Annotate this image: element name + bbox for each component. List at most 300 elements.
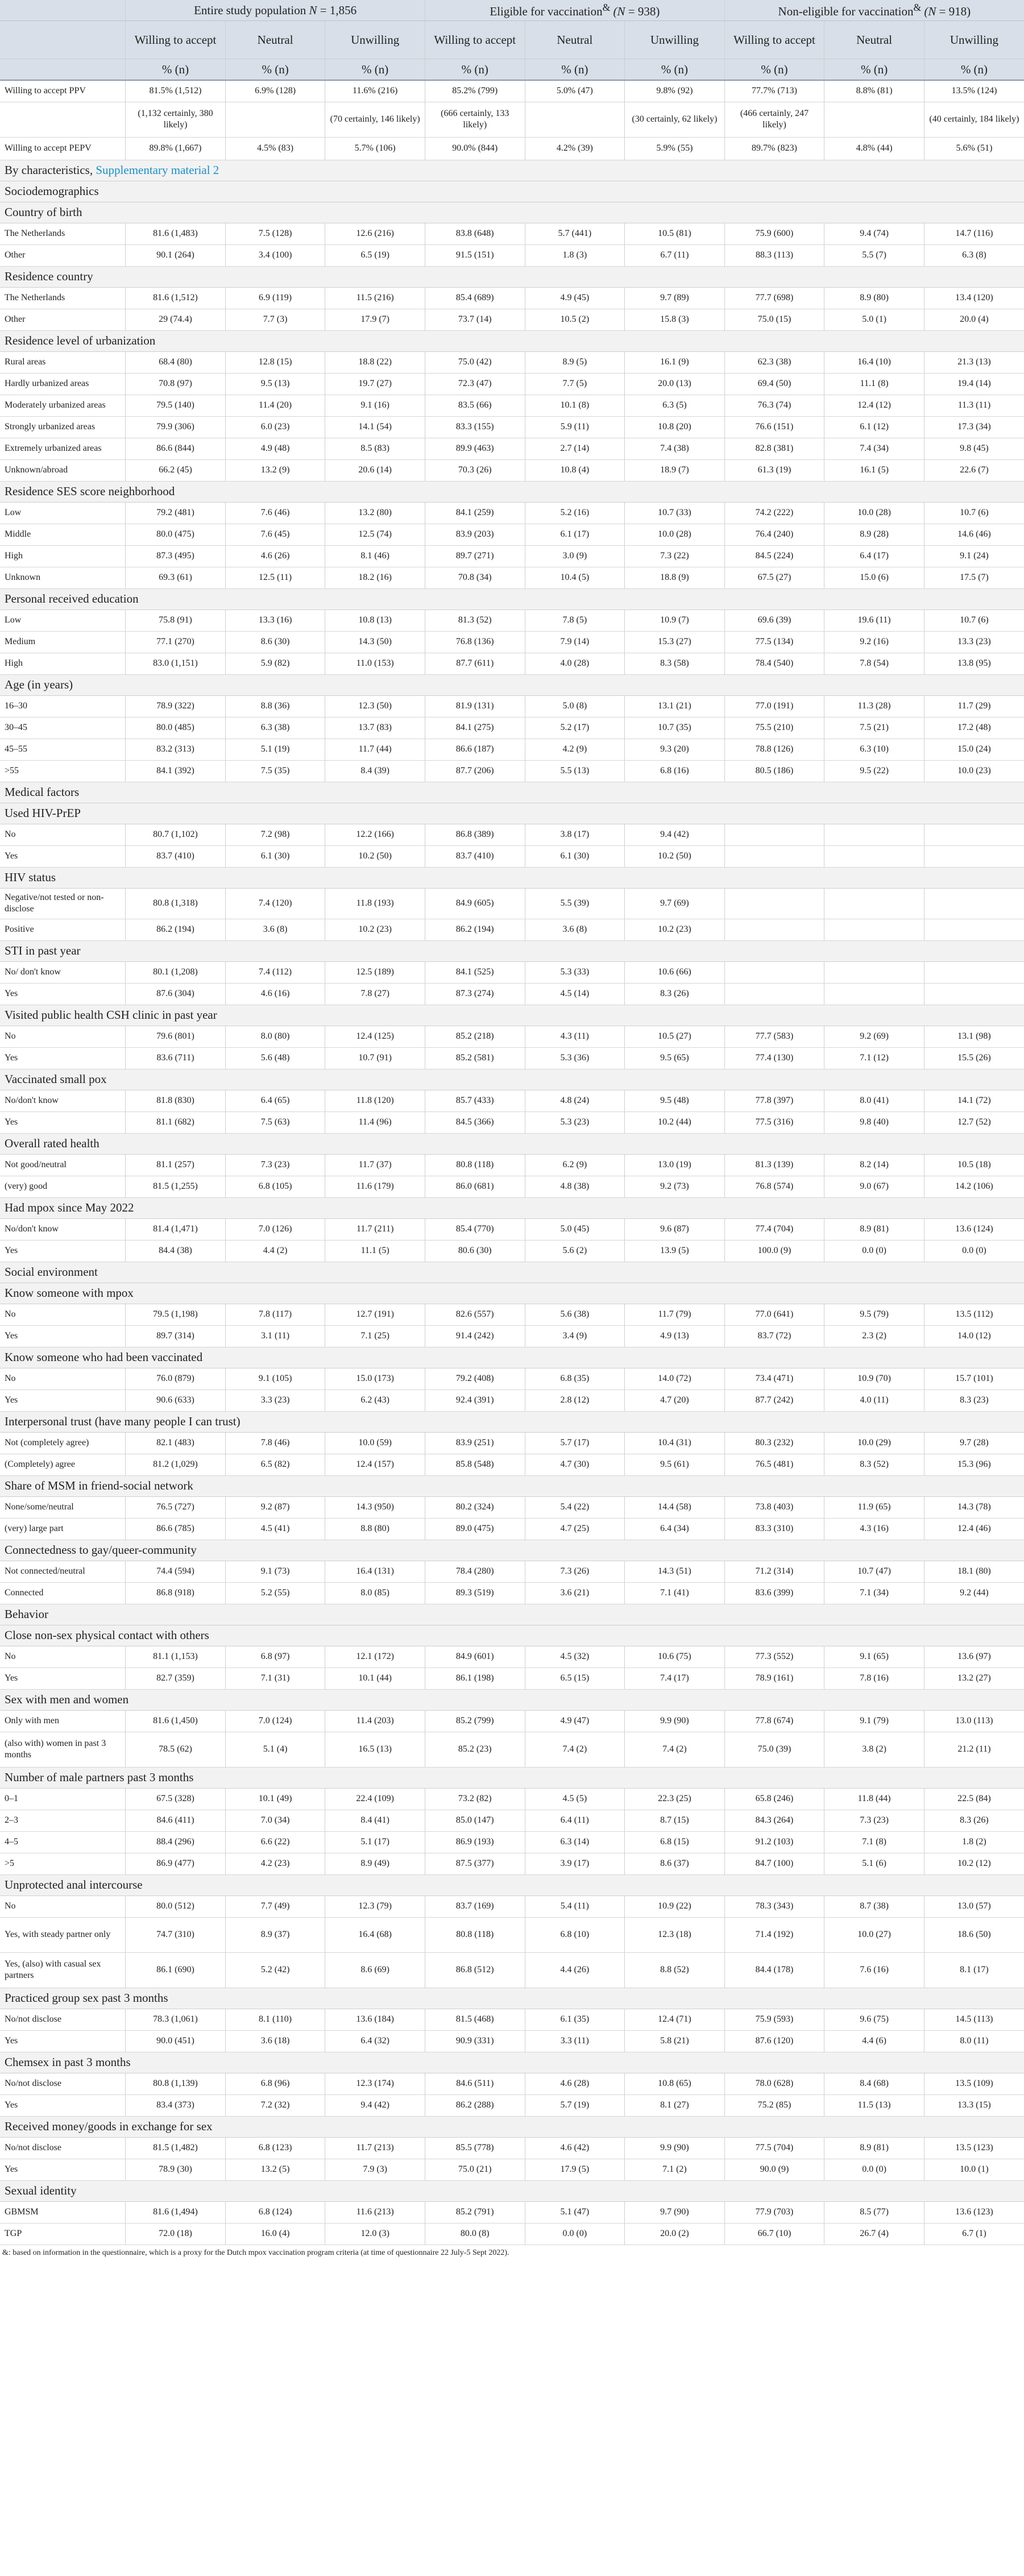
table-cell: 86.6 (187) <box>425 739 525 760</box>
table-cell: 92.4 (391) <box>425 1389 525 1411</box>
table-cell: 80.8 (1,139) <box>126 2073 226 2094</box>
row-label: Extremely urbanized areas <box>0 438 126 459</box>
table-row <box>0 1788 1024 1810</box>
table-cell: 61.3 (19) <box>724 459 824 481</box>
table-cell: 80.0 (475) <box>126 524 226 545</box>
section-label: Number of male partners past 3 months <box>0 1767 1024 1788</box>
table-cell: 84.5 (366) <box>425 1111 525 1133</box>
column-header: Unwilling <box>924 21 1024 59</box>
table-cell: 7.3 (26) <box>525 1561 625 1582</box>
table-cell: 10.1 (49) <box>225 1788 325 1810</box>
table-row <box>0 1561 1024 1582</box>
table-cell: 12.4 (46) <box>924 1518 1024 1540</box>
section-label: Residence SES score neighborhood <box>0 481 1024 502</box>
table-cell: 7.4 (112) <box>225 961 325 983</box>
table-cell: 4.5 (32) <box>525 1646 625 1667</box>
table-cell: 7.4 (120) <box>225 888 325 919</box>
section-label: Visited public health CSH clinic in past year <box>0 1005 1024 1026</box>
column-header: Willing to accept <box>425 21 525 59</box>
table-cell: 83.4 (373) <box>126 2094 226 2116</box>
table-row <box>0 609 1024 631</box>
table-cell: 84.6 (511) <box>425 2073 525 2094</box>
table-cell: 18.8 (22) <box>325 351 425 373</box>
table-cell: 4.6 (26) <box>225 545 325 567</box>
table-cell: 9.9 (90) <box>625 1710 725 1732</box>
row-label: No <box>0 824 126 845</box>
subheader-row <box>0 21 1024 59</box>
table-cell: 9.1 (24) <box>924 545 1024 567</box>
table-row <box>0 244 1024 266</box>
column-header: Neutral <box>525 21 625 59</box>
table-cell: 17.9 (7) <box>325 309 425 330</box>
table-cell: 86.2 (288) <box>425 2094 525 2116</box>
table-cell: 22.6 (7) <box>924 459 1024 481</box>
unit-label: % (n) <box>325 59 425 81</box>
table-cell: 4.8 (24) <box>525 1090 625 1111</box>
table-cell: 78.5 (62) <box>126 1732 226 1767</box>
table-cell: 20.0 (13) <box>625 373 725 395</box>
table-cell: 10.7 (33) <box>625 502 725 524</box>
table-cell: 15.3 (27) <box>625 631 725 653</box>
table-cell: 7.3 (23) <box>824 1810 924 1831</box>
table-cell: 12.3 (50) <box>325 695 425 717</box>
table-row <box>0 223 1024 244</box>
table-row <box>0 2030 1024 2052</box>
table-cell: 7.3 (22) <box>625 545 725 567</box>
section-row <box>0 1197 1024 1218</box>
table-cell: 91.4 (242) <box>425 1325 525 1347</box>
table-cell: 7.5 (63) <box>225 1111 325 1133</box>
section-row <box>0 782 1024 803</box>
table-row <box>0 919 1024 940</box>
table-cell: 6.8 (124) <box>225 2201 325 2223</box>
table-cell: 16.0 (4) <box>225 2223 325 2245</box>
table-cell: 14.6 (46) <box>924 524 1024 545</box>
table-cell: 14.2 (106) <box>924 1176 1024 1197</box>
table-cell: 13.5 (123) <box>924 2137 1024 2159</box>
row-label: (very) large part <box>0 1518 126 1540</box>
table-cell: 6.8 (123) <box>225 2137 325 2159</box>
table-cell: 9.2 (16) <box>824 631 924 653</box>
row-label: No <box>0 1304 126 1325</box>
table-cell: 7.6 (45) <box>225 524 325 545</box>
table-cell: 6.1 (35) <box>525 2009 625 2030</box>
table-cell: 5.2 (55) <box>225 1582 325 1604</box>
table-cell: 5.8 (21) <box>625 2030 725 2052</box>
table-cell: 7.9 (3) <box>325 2159 425 2180</box>
table-cell: 10.0 (28) <box>625 524 725 545</box>
section-row <box>0 1625 1024 1646</box>
table-cell <box>824 102 924 137</box>
row-label: Yes <box>0 1047 126 1069</box>
table-cell: 65.8 (246) <box>724 1788 824 1810</box>
table-cell: 76.5 (481) <box>724 1454 824 1475</box>
table-cell: 16.1 (5) <box>824 459 924 481</box>
section-row <box>0 867 1024 888</box>
table-cell: 6.4 (34) <box>625 1518 725 1540</box>
table-cell: 82.8 (381) <box>724 438 824 459</box>
table-row <box>0 545 1024 567</box>
table-cell: 5.2 (17) <box>525 717 625 739</box>
table-cell: 22.5 (84) <box>924 1788 1024 1810</box>
table-cell: 81.8 (830) <box>126 1090 226 1111</box>
table-cell: 6.8 (10) <box>525 1917 625 1952</box>
table-cell: 81.5 (1,482) <box>126 2137 226 2159</box>
table-cell: 14.0 (12) <box>924 1325 1024 1347</box>
table-cell: 13.6 (124) <box>924 1218 1024 1240</box>
table-cell: 10.2 (23) <box>625 919 725 940</box>
unit-row <box>0 59 1024 81</box>
row-label: No <box>0 1895 126 1917</box>
row-label: (very) good <box>0 1176 126 1197</box>
table-cell: 88.4 (296) <box>126 1831 226 1853</box>
table-cell: 9.6 (87) <box>625 1218 725 1240</box>
section-row <box>0 1874 1024 1895</box>
table-cell: 8.5 (77) <box>824 2201 924 2223</box>
table-cell: 6.0 (23) <box>225 416 325 438</box>
table-cell: 81.2 (1,029) <box>126 1454 226 1475</box>
table-cell: 90.1 (264) <box>126 244 226 266</box>
table-cell: 5.3 (36) <box>525 1047 625 1069</box>
table-row <box>0 1026 1024 1047</box>
table-cell: 8.2 (14) <box>824 1154 924 1176</box>
table-row <box>0 1496 1024 1518</box>
section-row <box>0 1767 1024 1788</box>
section-label: Close non-sex physical contact with others <box>0 1625 1024 1646</box>
table-cell: 84.1 (525) <box>425 961 525 983</box>
table-row <box>0 717 1024 739</box>
table-cell: 4.9 (47) <box>525 1710 625 1732</box>
table-cell: 84.1 (275) <box>425 717 525 739</box>
table-cell: 16.4 (131) <box>325 1561 425 1582</box>
table-cell: 10.7 (91) <box>325 1047 425 1069</box>
table-cell: 66.7 (10) <box>724 2223 824 2245</box>
table-cell: 76.3 (74) <box>724 395 824 416</box>
section-label: Country of birth <box>0 202 1024 223</box>
table-cell <box>525 102 625 137</box>
table-cell: 13.3 (16) <box>225 609 325 631</box>
table-cell: 82.6 (557) <box>425 1304 525 1325</box>
table-cell: 77.7% (713) <box>724 80 824 102</box>
row-label: 16–30 <box>0 695 126 717</box>
table-cell: 81.6 (1,494) <box>126 2201 226 2223</box>
section-label: Social environment <box>0 1262 1024 1283</box>
table-row <box>0 502 1024 524</box>
table-cell: 13.5 (112) <box>924 1304 1024 1325</box>
table-cell: 7.7 (49) <box>225 1895 325 1917</box>
table-cell: 90.0 (451) <box>126 2030 226 2052</box>
table-cell: 87.7 (242) <box>724 1389 824 1411</box>
section-label: Practiced group sex past 3 months <box>0 1988 1024 2009</box>
table-cell: 10.7 (35) <box>625 717 725 739</box>
table-cell: 86.1 (690) <box>126 1952 226 1988</box>
table-cell: 87.7 (206) <box>425 760 525 782</box>
section-row <box>0 1540 1024 1561</box>
table-cell: 7.4 (2) <box>525 1732 625 1767</box>
table-cell: 7.5 (35) <box>225 760 325 782</box>
table-cell: 85.2 (23) <box>425 1732 525 1767</box>
table-cell: 6.5 (82) <box>225 1454 325 1475</box>
table-cell: 5.3 (33) <box>525 961 625 983</box>
table-cell <box>724 919 824 940</box>
table-cell: 7.8 (27) <box>325 983 425 1005</box>
table-cell: 91.2 (103) <box>724 1831 824 1853</box>
row-label: (also with) women in past 3 months <box>0 1732 126 1767</box>
table-cell <box>924 845 1024 867</box>
table-cell: 11.8 (120) <box>325 1090 425 1111</box>
table-cell: 20.0 (2) <box>625 2223 725 2245</box>
table-cell: 7.7 (3) <box>225 309 325 330</box>
row-label: TGP <box>0 2223 126 2245</box>
table-cell: 7.2 (98) <box>225 824 325 845</box>
row-label: Yes <box>0 1240 126 1262</box>
unit-label: % (n) <box>924 59 1024 81</box>
table-cell: 84.7 (100) <box>724 1853 824 1874</box>
row-label: Willing to accept PPV <box>0 80 126 102</box>
table-cell: (70 certainly, 146 likely) <box>325 102 425 137</box>
table-cell: 17.9 (5) <box>525 2159 625 2180</box>
table-cell: 80.8 (118) <box>425 1917 525 1952</box>
table-cell: 0.0 (0) <box>824 2159 924 2180</box>
table-cell: 6.5 (19) <box>325 244 425 266</box>
table-cell <box>824 961 924 983</box>
table-cell: 14.3 (950) <box>325 1496 425 1518</box>
table-cell: 10.6 (66) <box>625 961 725 983</box>
row-label: Willing to accept PEPV <box>0 137 126 160</box>
table-cell: 75.8 (91) <box>126 609 226 631</box>
table-cell: 12.3 (18) <box>625 1917 725 1952</box>
table-cell: 20.0 (4) <box>924 309 1024 330</box>
table-cell: 9.7 (90) <box>625 2201 725 2223</box>
table-cell: 90.6 (633) <box>126 1389 226 1411</box>
table-cell: 13.0 (57) <box>924 1895 1024 1917</box>
table-row <box>0 416 1024 438</box>
table-cell: 10.8 (20) <box>625 416 725 438</box>
row-label: 0–1 <box>0 1788 126 1810</box>
table-cell: 79.2 (408) <box>425 1368 525 1389</box>
table-cell: 6.3 (38) <box>225 717 325 739</box>
table-cell: 81.3 (52) <box>425 609 525 631</box>
table-cell: 80.7 (1,102) <box>126 824 226 845</box>
table-cell: 85.2 (791) <box>425 2201 525 2223</box>
table-cell: 8.1 (17) <box>924 1952 1024 1988</box>
table-cell: 83.6 (711) <box>126 1047 226 1069</box>
table-cell: 80.5 (186) <box>724 760 824 782</box>
table-cell: 6.9 (119) <box>225 287 325 309</box>
table-cell: 9.4 (42) <box>325 2094 425 2116</box>
section-label: Interpersonal trust (have many people I can trust) <box>0 1411 1024 1432</box>
table-cell: 70.3 (26) <box>425 459 525 481</box>
table-cell: 81.5 (468) <box>425 2009 525 2030</box>
table-cell: 80.6 (30) <box>425 1240 525 1262</box>
table-cell: 5.0% (47) <box>525 80 625 102</box>
table-cell: 80.0 (485) <box>126 717 226 739</box>
group-header-entire: Entire study population N = 1,856 <box>126 0 425 21</box>
row-label: High <box>0 653 126 674</box>
table-cell: 82.7 (359) <box>126 1667 226 1689</box>
table-cell: 9.0 (67) <box>824 1176 924 1197</box>
row-label: Not (completely agree) <box>0 1432 126 1454</box>
table-cell: 4.6 (42) <box>525 2137 625 2159</box>
row-label: The Netherlands <box>0 287 126 309</box>
table-cell: 4.8% (44) <box>824 137 924 160</box>
table-cell: 9.7 (89) <box>625 287 725 309</box>
table-cell: 80.8 (1,318) <box>126 888 226 919</box>
table-cell: 10.6 (75) <box>625 1646 725 1667</box>
table-cell: 13.3 (23) <box>924 631 1024 653</box>
table-cell: 8.8 (52) <box>625 1952 725 1988</box>
table-row <box>0 1810 1024 1831</box>
table-cell: 67.5 (328) <box>126 1788 226 1810</box>
supplementary-material-link[interactable]: Supplementary material 2 <box>96 163 219 177</box>
table-cell: 7.0 (126) <box>225 1218 325 1240</box>
section-label: Know someone who had been vaccinated <box>0 1347 1024 1368</box>
table-cell: 5.7 (17) <box>525 1432 625 1454</box>
unit-label: % (n) <box>824 59 924 81</box>
table-cell: 4.2% (39) <box>525 137 625 160</box>
table-cell: 86.2 (194) <box>126 919 226 940</box>
table-row <box>0 824 1024 845</box>
section-label: Sociodemographics <box>0 181 1024 202</box>
section-row <box>0 1133 1024 1154</box>
row-label: Unknown/abroad <box>0 459 126 481</box>
table-cell: 10.7 (6) <box>924 502 1024 524</box>
table-cell: 6.1 (30) <box>225 845 325 867</box>
row-label: Yes <box>0 2094 126 2116</box>
table-cell <box>724 845 824 867</box>
table-cell: 77.3 (552) <box>724 1646 824 1667</box>
table-cell: 10.4 (5) <box>525 567 625 588</box>
table-cell: 13.2 (5) <box>225 2159 325 2180</box>
table-cell: 19.6 (11) <box>824 609 924 631</box>
table-cell: 7.9 (14) <box>525 631 625 653</box>
unit-label: % (n) <box>724 59 824 81</box>
table-cell: 9.1 (105) <box>225 1368 325 1389</box>
table-row <box>0 631 1024 653</box>
table-cell: 85.0 (147) <box>425 1810 525 1831</box>
table-cell: 1.8 (2) <box>924 1831 1024 1853</box>
table-cell: 81.5 (1,255) <box>126 1176 226 1197</box>
table-cell: 9.5 (13) <box>225 373 325 395</box>
table-cell: 13.5% (124) <box>924 80 1024 102</box>
table-cell: 4.2 (23) <box>225 1853 325 1874</box>
table-cell: 11.4 (20) <box>225 395 325 416</box>
table-cell: 17.2 (48) <box>924 717 1024 739</box>
table-cell: 75.9 (600) <box>724 223 824 244</box>
table-cell: 8.3 (23) <box>924 1389 1024 1411</box>
row-label: >5 <box>0 1853 126 1874</box>
table-cell: 8.6 (69) <box>325 1952 425 1988</box>
header-corner-2 <box>0 21 126 59</box>
table-cell: 74.4 (594) <box>126 1561 226 1582</box>
table-cell <box>924 961 1024 983</box>
table-cell: 6.1 (12) <box>824 416 924 438</box>
row-label: 30–45 <box>0 717 126 739</box>
table-cell: 76.5 (727) <box>126 1496 226 1518</box>
table-row <box>0 2094 1024 2116</box>
table-cell: 20.6 (14) <box>325 459 425 481</box>
table-cell: 9.2 (73) <box>625 1176 725 1197</box>
table-cell: 10.2 (23) <box>325 919 425 940</box>
table-cell: 79.6 (801) <box>126 1026 226 1047</box>
table-cell: 13.2 (27) <box>924 1667 1024 1689</box>
table-cell: (40 certainly, 184 likely) <box>924 102 1024 137</box>
table-row <box>0 1154 1024 1176</box>
table-cell: 4.9 (13) <box>625 1325 725 1347</box>
table-row <box>0 1831 1024 1853</box>
table-cell: 72.3 (47) <box>425 373 525 395</box>
table-cell: 5.5 (7) <box>824 244 924 266</box>
table-cell: 8.0 (11) <box>924 2030 1024 2052</box>
table-body <box>0 80 1024 2245</box>
table-cell: 8.9 (28) <box>824 524 924 545</box>
table-cell: 89.9 (463) <box>425 438 525 459</box>
section-label: Share of MSM in friend-social network <box>0 1475 1024 1496</box>
table-cell: 9.4 (74) <box>824 223 924 244</box>
row-label: Yes <box>0 1389 126 1411</box>
table-cell: 7.0 (34) <box>225 1810 325 1831</box>
table-cell: 18.2 (16) <box>325 567 425 588</box>
table-cell: 15.5 (26) <box>924 1047 1024 1069</box>
table-cell: 7.8 (5) <box>525 609 625 631</box>
table-cell: 9.2 (69) <box>824 1026 924 1047</box>
table-cell: 7.6 (16) <box>824 1952 924 1988</box>
table-cell: 11.3 (11) <box>924 395 1024 416</box>
table-row <box>0 1432 1024 1454</box>
table-cell: 86.2 (194) <box>425 919 525 940</box>
table-cell: 14.0 (72) <box>625 1368 725 1389</box>
table-cell: 5.5 (13) <box>525 760 625 782</box>
table-cell: 9.6 (75) <box>824 2009 924 2030</box>
table-cell: 16.4 (10) <box>824 351 924 373</box>
table-cell: 1.8 (3) <box>525 244 625 266</box>
table-cell: 7.4 (34) <box>824 438 924 459</box>
table-cell: 10.5 (18) <box>924 1154 1024 1176</box>
table-row <box>0 983 1024 1005</box>
column-header: Unwilling <box>625 21 725 59</box>
table-cell: 83.0 (1,151) <box>126 653 226 674</box>
table-cell: 78.8 (126) <box>724 739 824 760</box>
table-cell: 16.4 (68) <box>325 1917 425 1952</box>
table-cell: 13.1 (98) <box>924 1026 1024 1047</box>
table-cell: 86.8 (512) <box>425 1952 525 1988</box>
table-cell: 77.0 (191) <box>724 695 824 717</box>
table-cell: 6.4 (65) <box>225 1090 325 1111</box>
table-cell: 7.4 (2) <box>625 1732 725 1767</box>
table-cell: 5.4 (11) <box>525 1895 625 1917</box>
table-cell: 77.5 (134) <box>724 631 824 653</box>
table-cell <box>924 919 1024 940</box>
table-row <box>0 1952 1024 1988</box>
section-label: Used HIV-PrEP <box>0 803 1024 824</box>
table-cell: 80.0 (512) <box>126 1895 226 1917</box>
table-cell: 29 (74.4) <box>126 309 226 330</box>
table-cell: 78.4 (540) <box>724 653 824 674</box>
table-row <box>0 395 1024 416</box>
table-cell: 81.4 (1,471) <box>126 1218 226 1240</box>
table-cell: 7.3 (23) <box>225 1154 325 1176</box>
table-cell: 10.0 (27) <box>824 1917 924 1952</box>
section-label: Personal received education <box>0 588 1024 609</box>
table-cell: 7.5 (128) <box>225 223 325 244</box>
footnote: &: based on information in the questionnaire, which is a proxy for the Dutch mpox vaccination program criteria (at time of questionnaire 22 July-5 Sept 2022). <box>2 2248 509 2257</box>
table-cell: 10.1 (8) <box>525 395 625 416</box>
table-cell: 11.7 (44) <box>325 739 425 760</box>
table-cell: 75.0 (39) <box>724 1732 824 1767</box>
table-cell: 87.7 (611) <box>425 653 525 674</box>
table-cell: 10.2 (12) <box>924 1853 1024 1874</box>
table-cell: 4.9 (45) <box>525 287 625 309</box>
